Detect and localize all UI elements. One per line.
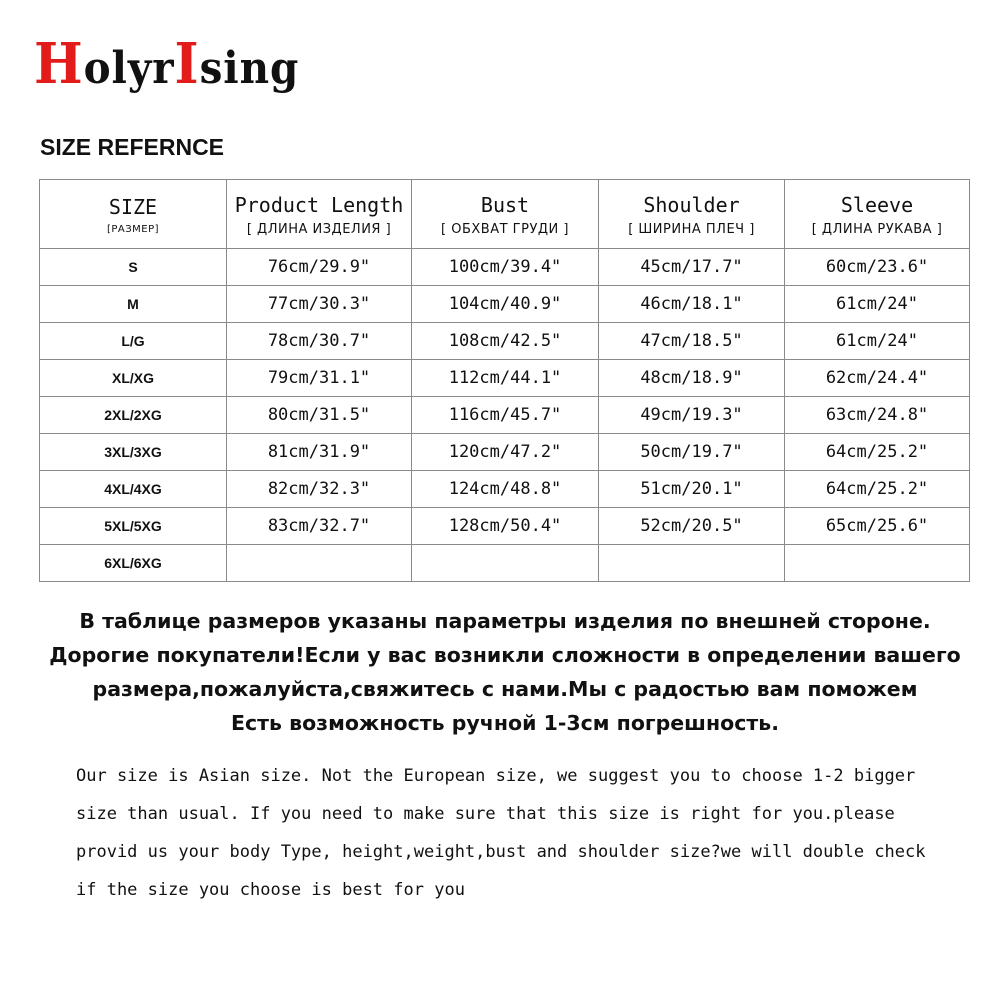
size-cell: 2XL/2XG: [40, 397, 227, 434]
header-sleeve: [785, 180, 970, 249]
bust-cell: 112cm/44.1": [412, 360, 599, 397]
header-label: Bust: [480, 193, 530, 217]
header-label: Shoulder: [643, 193, 740, 217]
table-row: [40, 360, 970, 397]
table-row: [40, 545, 970, 582]
bust-cell: 104cm/40.9": [412, 286, 599, 323]
bust-cell: 100cm/39.4": [412, 249, 599, 286]
length-cell: 81cm/31.9": [227, 434, 412, 471]
table-row: [40, 471, 970, 508]
ru-note-line: Есть возможность ручной 1-3см погрешность.: [230, 711, 779, 735]
size-cell: M: [40, 286, 227, 323]
en-note-line: Our size is Asian size. Not the European size, we suggest you to choose 1-2 bigger: [76, 766, 916, 786]
table-row: [40, 286, 970, 323]
shoulder-cell: 50cm/19.7": [599, 434, 785, 471]
length-cell: [227, 545, 412, 582]
bust-cell: [412, 545, 599, 582]
header-sublabel: [ ДЛИНА РУКАВА ]: [811, 222, 943, 237]
brand-logo: [34, 31, 300, 97]
size-cell: 5XL/5XG: [40, 508, 227, 545]
header-label: Product Length: [234, 193, 404, 217]
en-note-line: if the size you choose is best for you: [76, 880, 465, 900]
logo-letter: r: [152, 43, 175, 94]
length-cell: 76cm/29.9": [227, 249, 412, 286]
size-cell: S: [40, 249, 227, 286]
bust-cell: 124cm/48.8": [412, 471, 599, 508]
size-table: [39, 179, 970, 582]
length-cell: 79cm/31.1": [227, 360, 412, 397]
sleeve-cell: [785, 545, 970, 582]
table-row: [40, 434, 970, 471]
ru-note-line: Дорогие покупатели!Если у вас возникли сложности в определении вашего: [49, 643, 961, 667]
sleeve-cell: 64cm/25.2": [785, 471, 970, 508]
table-row: [40, 397, 970, 434]
header-sublabel: [ ДЛИНА ИЗДЕЛИЯ ]: [246, 222, 392, 237]
logo-letter: n: [239, 43, 270, 94]
sleeve-cell: 65cm/25.6": [785, 508, 970, 545]
size-cell: 4XL/4XG: [40, 471, 227, 508]
header-bust: [412, 180, 599, 249]
shoulder-cell: 46cm/18.1": [599, 286, 785, 323]
sleeve-cell: 60cm/23.6": [785, 249, 970, 286]
ru-note-line: размера,пожалуйста,свяжитесь с нами.Мы с радостью вам поможем: [92, 677, 918, 701]
header-sublabel: [ ОБХВАТ ГРУДИ ]: [441, 222, 569, 237]
table-header-row: [40, 180, 970, 249]
section-title: SIZE REFERNCE: [40, 134, 225, 160]
sleeve-cell: 62cm/24.4": [785, 360, 970, 397]
bust-cell: 116cm/45.7": [412, 397, 599, 434]
sleeve-cell: 64cm/25.2": [785, 434, 970, 471]
logo-letter: g: [269, 43, 300, 94]
size-cell: 6XL/6XG: [40, 545, 227, 582]
bust-cell: 108cm/42.5": [412, 323, 599, 360]
shoulder-cell: 49cm/19.3": [599, 397, 785, 434]
header-sublabel: [ ШИРИНА ПЛЕЧ ]: [628, 222, 755, 237]
logo-letter: y: [127, 43, 153, 94]
length-cell: 83cm/32.7": [227, 508, 412, 545]
logo-letter: s: [199, 43, 224, 94]
bust-cell: 128cm/50.4": [412, 508, 599, 545]
en-note-line: size than usual. If you need to make sure that this size is right for you.please: [76, 804, 895, 824]
en-note-line: provid us your body Type, height,weight,bust and shoulder size?we will double check: [76, 842, 926, 862]
logo-letter: H: [34, 31, 84, 97]
sleeve-cell: 63cm/24.8": [785, 397, 970, 434]
table-row: [40, 323, 970, 360]
size-cell: XL/XG: [40, 360, 227, 397]
length-cell: 82cm/32.3": [227, 471, 412, 508]
table-row: [40, 249, 970, 286]
header-size: [40, 180, 227, 249]
length-cell: 80cm/31.5": [227, 397, 412, 434]
shoulder-cell: [599, 545, 785, 582]
header-shoulder: [599, 180, 785, 249]
logo-letter: I: [174, 31, 200, 97]
sleeve-cell: 61cm/24": [785, 286, 970, 323]
russian-notes: [30, 604, 980, 740]
header-product-length: [227, 180, 412, 249]
size-cell: L/G: [40, 323, 227, 360]
length-cell: 78cm/30.7": [227, 323, 412, 360]
shoulder-cell: 51cm/20.1": [599, 471, 785, 508]
shoulder-cell: 48cm/18.9": [599, 360, 785, 397]
length-cell: 77cm/30.3": [227, 286, 412, 323]
header-label: Sleeve: [840, 193, 914, 217]
shoulder-cell: 52cm/20.5": [599, 508, 785, 545]
bust-cell: 120cm/47.2": [412, 434, 599, 471]
shoulder-cell: 47cm/18.5": [599, 323, 785, 360]
english-notes: [76, 757, 986, 909]
ru-note-line: В таблице размеров указаны параметры изделия по внешней стороне.: [79, 609, 931, 633]
table-row: [40, 508, 970, 545]
logo-letter: i: [223, 43, 240, 94]
size-cell: 3XL/3XG: [40, 434, 227, 471]
shoulder-cell: 45cm/17.7": [599, 249, 785, 286]
logo-letter: l: [111, 43, 128, 94]
header-label: SIZE: [108, 195, 158, 219]
sleeve-cell: 61cm/24": [785, 323, 970, 360]
header-sublabel: [РАЗМЕР]: [106, 224, 160, 235]
logo-letter: o: [83, 43, 112, 94]
